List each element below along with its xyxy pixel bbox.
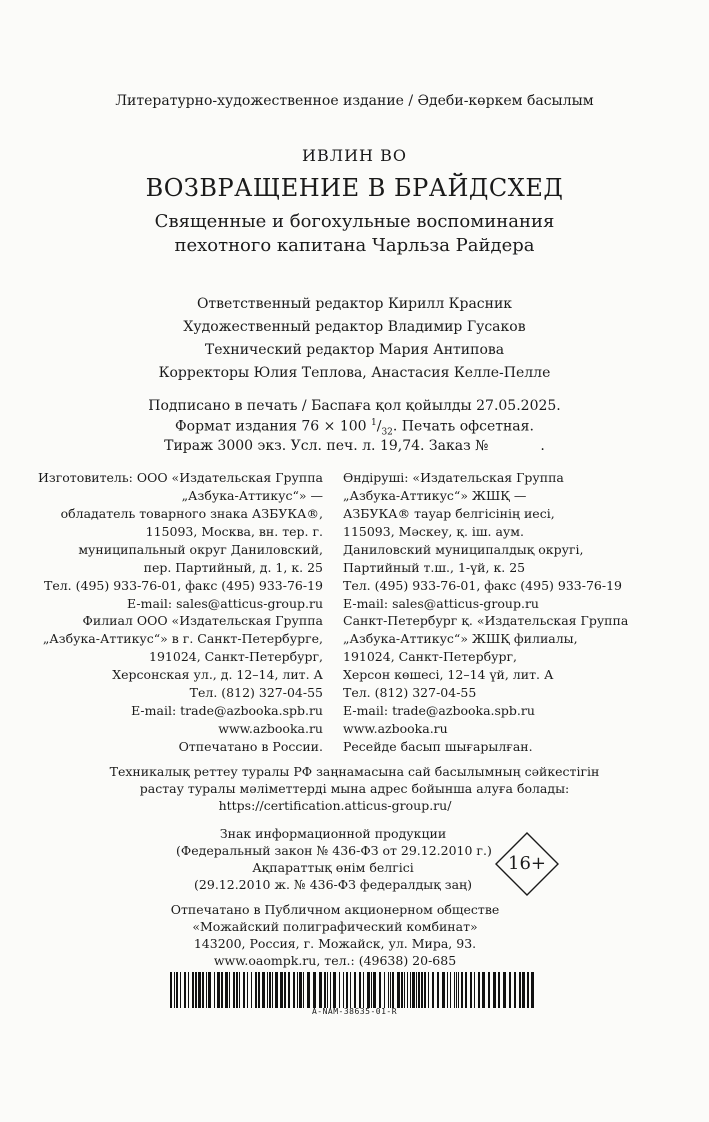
barcode-bar <box>371 972 372 1008</box>
manufacturer-ru-line: муниципальный округ Даниловский, <box>78 542 323 557</box>
barcode-bar <box>363 972 364 1008</box>
barcode-bar <box>206 972 207 1008</box>
barcode-bar <box>307 972 310 1008</box>
barcode-bar <box>319 972 322 1008</box>
book-title: ВОЗВРАЩЕНИЕ В БРАЙДСХЕД <box>145 174 564 202</box>
genre-line: Литературно-художественное издание / Әдеби-көркем басылым <box>115 93 594 109</box>
printer-line: Отпечатано в Публичном акционерном обществе <box>170 902 500 917</box>
barcode-bar <box>461 972 463 1008</box>
branch-kz-line: 191024, Санкт-Петербург, <box>343 649 517 664</box>
certification-line: растау туралы мәліметтерді мына адрес бойынша алуға болады: <box>139 781 570 796</box>
barcode-bar <box>299 972 302 1008</box>
barcode-bar <box>288 972 290 1008</box>
barcode-bar <box>330 972 331 1008</box>
web-ru <box>179 720 323 756</box>
barcode-bar <box>392 972 394 1008</box>
printed-in: Ресейде басып шығарылған. <box>343 739 533 754</box>
barcode-bar <box>514 972 516 1008</box>
manufacturer-kz-line: АЗБУКА® тауар белгісінің иесі, <box>343 506 555 521</box>
manufacturer-ru-line: „Азбука-Аттикус“» — <box>181 488 323 503</box>
branch-ru <box>43 612 323 720</box>
barcode-bar <box>188 972 189 1008</box>
barcode-bar <box>388 972 389 1008</box>
info-sign-line: (Федеральный закон № 436-ФЗ от 29.12.2010 г.) <box>176 843 492 858</box>
barcode-bar <box>346 972 348 1008</box>
age-rating-text: 16+ <box>508 853 546 874</box>
barcode-code: A-NAM-38635-01-R <box>311 1007 398 1016</box>
branch-kz-email[interactable]: E-mail: trade@azbooka.spb.ru <box>343 703 535 718</box>
barcode-bar <box>401 972 403 1008</box>
barcode-bar <box>221 972 223 1008</box>
printed-in: Отпечатано в России. <box>178 739 323 754</box>
barcode-bar <box>447 972 448 1008</box>
barcode-bar <box>229 972 230 1008</box>
barcode-bar <box>225 972 228 1008</box>
barcode-bar <box>478 972 480 1008</box>
barcode-bar <box>418 972 420 1008</box>
branch-kz-line: „Азбука-Аттикус“» ЖШҚ филиалы, <box>343 631 578 646</box>
barcode-bar <box>324 972 326 1008</box>
barcode-bar <box>176 972 178 1008</box>
barcode-bar <box>470 972 472 1008</box>
barcode-bar <box>456 972 457 1008</box>
printer-line: www.oaompk.ru, тел.: (49638) 20-685 <box>213 953 457 968</box>
barcode-bar <box>297 972 298 1008</box>
run-end: . <box>540 438 545 454</box>
barcode-bar <box>195 972 197 1008</box>
manufacturer-ru-line: пер. Партийный, д. 1, к. 25 <box>143 560 323 575</box>
run-line <box>0 438 709 454</box>
barcode-bar <box>367 972 370 1008</box>
manufacturer-kz-line: Партийный т.ш., 1-үй, к. 25 <box>343 560 526 575</box>
barcode-bar <box>233 972 235 1008</box>
barcode-bar <box>350 972 351 1008</box>
barcode-bar <box>272 972 273 1008</box>
certification-line: Техникалық реттеу туралы РФ заңнамасына сай басылымның сәйкестігін <box>109 764 600 779</box>
barcode-bar <box>432 972 434 1008</box>
barcode-bar <box>280 972 283 1008</box>
barcode-bar <box>474 972 475 1008</box>
barcode-bar <box>428 972 429 1008</box>
barcode-bar <box>412 972 415 1008</box>
format-suffix: . Печать офсетная. <box>392 418 534 435</box>
barcode-bar <box>424 972 426 1008</box>
barcode-bar <box>458 972 459 1008</box>
manufacturer-kz-line: Өндіруші: «Издательская Группа <box>343 470 564 485</box>
barcode-bar <box>522 972 525 1008</box>
barcode-bar <box>243 972 245 1008</box>
manufacturer-ru <box>38 469 323 613</box>
manufacturer-ru-line: Изготовитель: ООО «Издательская Группа <box>37 470 323 485</box>
barcode-bar <box>465 972 467 1008</box>
barcode-bar <box>208 972 211 1008</box>
age-rating-badge <box>494 831 560 897</box>
barcode-bar <box>454 972 455 1008</box>
barcode-bar <box>407 972 408 1008</box>
barcode-bar <box>247 972 248 1008</box>
format-prefix: Формат издания 76 × 100 <box>175 418 371 435</box>
branch-kz-line: Тел. (812) 327-04-55 <box>343 685 477 700</box>
barcode-bar <box>404 972 405 1008</box>
manufacturer-ru-line: 115093, Москва, вн. тер. г. <box>145 524 323 539</box>
subtitle-line-1: Священные и богохульные воспоминания <box>154 211 555 232</box>
barcode-bar <box>498 972 500 1008</box>
barcode-bar <box>493 972 496 1008</box>
credit-line: Ответственный редактор Кирилл Красник <box>196 296 513 312</box>
web-kz <box>343 720 533 756</box>
barcode-bar <box>354 972 356 1008</box>
credit-line: Технический редактор Мария Антипова <box>204 342 505 358</box>
format-slash: / <box>376 418 382 435</box>
barcode-bar <box>293 972 295 1008</box>
barcode-bar <box>214 972 215 1008</box>
credit-line: Корректоры Юлия Теплова, Анастасия Келле-Пелле <box>158 365 551 381</box>
barcode-bar <box>359 972 361 1008</box>
barcode-bar <box>442 972 445 1008</box>
barcode-bar <box>503 972 506 1008</box>
barcode-bar <box>488 972 490 1008</box>
certification-url[interactable]: https://certification.atticus-group.ru/ <box>218 798 452 813</box>
printer-line: 143200, Россия, г. Можайск, ул. Мира, 93. <box>193 936 477 951</box>
barcode-bar <box>267 972 268 1008</box>
branch-ru-line: „Азбука-Аттикус“» в г. Санкт-Петербурге, <box>42 631 323 646</box>
info-sign-line: Знак информационной продукции <box>219 826 447 841</box>
branch-kz-line: Санкт-Петербург қ. «Издательская Группа <box>343 613 629 628</box>
barcode-bar <box>482 972 485 1008</box>
barcode-bar <box>174 972 175 1008</box>
format-denominator: 32 <box>381 427 393 438</box>
author-name: ИВЛИН ВО <box>302 146 407 165</box>
barcode-bar <box>531 972 534 1008</box>
manufacturer-ru-line: обладатель товарного знака АЗБУКА®, <box>60 506 323 521</box>
barcode-bar <box>180 972 181 1008</box>
manufacturer-kz-email[interactable]: E-mail: sales@atticus-group.ru <box>343 596 539 611</box>
barcode-bar <box>184 972 186 1008</box>
barcode-bar <box>202 972 204 1008</box>
run-text: Тираж 3000 экз. Усл. печ. л. 19,74. Заказ № <box>164 438 489 454</box>
branch-ru-email[interactable]: E-mail: trade@azbooka.spb.ru <box>131 703 323 718</box>
barcode-bar <box>284 972 286 1008</box>
barcode-bar <box>255 972 257 1008</box>
format-numerator: 1 <box>371 418 377 428</box>
manufacturer-kz <box>343 469 622 613</box>
barcode-bar <box>239 972 240 1008</box>
barcode-bar <box>509 972 511 1008</box>
barcode-bar <box>384 972 385 1008</box>
branch-ru-line: Тел. (812) 327-04-55 <box>189 685 323 700</box>
manufacturer-kz-line: „Азбука-Аттикус“» ЖШҚ — <box>343 488 527 503</box>
branch-ru-line: Херсонская ул., д. 12–14, лит. А <box>112 667 323 682</box>
manufacturer-ru-email[interactable]: E-mail: sales@atticus-group.ru <box>127 596 323 611</box>
barcode-bar <box>236 972 238 1008</box>
barcode-bar <box>275 972 278 1008</box>
barcode-bar <box>170 972 172 1008</box>
barcode-bar <box>303 972 304 1008</box>
branch-ru-line: 191024, Санкт-Петербург, <box>149 649 323 664</box>
barcode-bar <box>269 972 271 1008</box>
barcode-bar <box>379 972 381 1008</box>
barcode-bar <box>410 972 411 1008</box>
barcode-bar <box>198 972 201 1008</box>
info-sign-line: (29.12.2010 ж. № 436-ФЗ федералдық заң) <box>194 877 472 892</box>
manufacturer-ru-line: Тел. (495) 933-76-01, факс (495) 933-76-19 <box>44 578 323 593</box>
branch-ru-line: Филиал ООО «Издательская Группа <box>82 613 323 628</box>
printer-line: «Можайский полиграфический комбинат» <box>192 919 478 934</box>
format-line <box>0 418 709 437</box>
barcode-bar <box>519 972 521 1008</box>
barcode-bar <box>450 972 451 1008</box>
barcode-bar <box>339 972 340 1008</box>
barcode-bar <box>251 972 252 1008</box>
branch-kz-line: Херсон көшесі, 12–14 үй, лит. А <box>343 667 554 682</box>
signed-line: Подписано в печать / Баспаға қол қойылды 27.05.2025. <box>148 398 561 414</box>
website-link[interactable]: www.azbooka.ru <box>343 721 448 736</box>
barcode-bar <box>527 972 529 1008</box>
manufacturer-kz-line: Тел. (495) 933-76-01, факс (495) 933-76-19 <box>343 578 622 593</box>
branch-kz <box>343 612 628 720</box>
barcode-bar <box>258 972 260 1008</box>
website-link[interactable]: www.azbooka.ru <box>218 721 323 736</box>
barcode-bar <box>390 972 391 1008</box>
barcode-bar <box>437 972 439 1008</box>
barcode-bar <box>313 972 316 1008</box>
barcode-bar <box>333 972 336 1008</box>
barcode-bar <box>262 972 265 1008</box>
credit-line: Художественный редактор Владимир Гусаков <box>183 319 526 335</box>
barcode-bar <box>416 972 417 1008</box>
barcode-bar <box>373 972 376 1008</box>
barcode-bar <box>327 972 328 1008</box>
barcode-bar <box>217 972 220 1008</box>
subtitle-line-2: пехотного капитана Чарльза Райдера <box>174 235 535 256</box>
manufacturer-kz-line: 115093, Мәскеу, қ. іш. аум. <box>343 524 524 539</box>
barcode <box>170 972 535 1008</box>
barcode-bar <box>192 972 194 1008</box>
barcode-bar <box>397 972 400 1008</box>
manufacturer-kz-line: Даниловский муниципалдық округі, <box>343 542 584 557</box>
info-sign-line: Ақпараттық өнім белгісі <box>252 860 414 875</box>
barcode-bar <box>421 972 423 1008</box>
barcode-bar <box>343 972 344 1008</box>
